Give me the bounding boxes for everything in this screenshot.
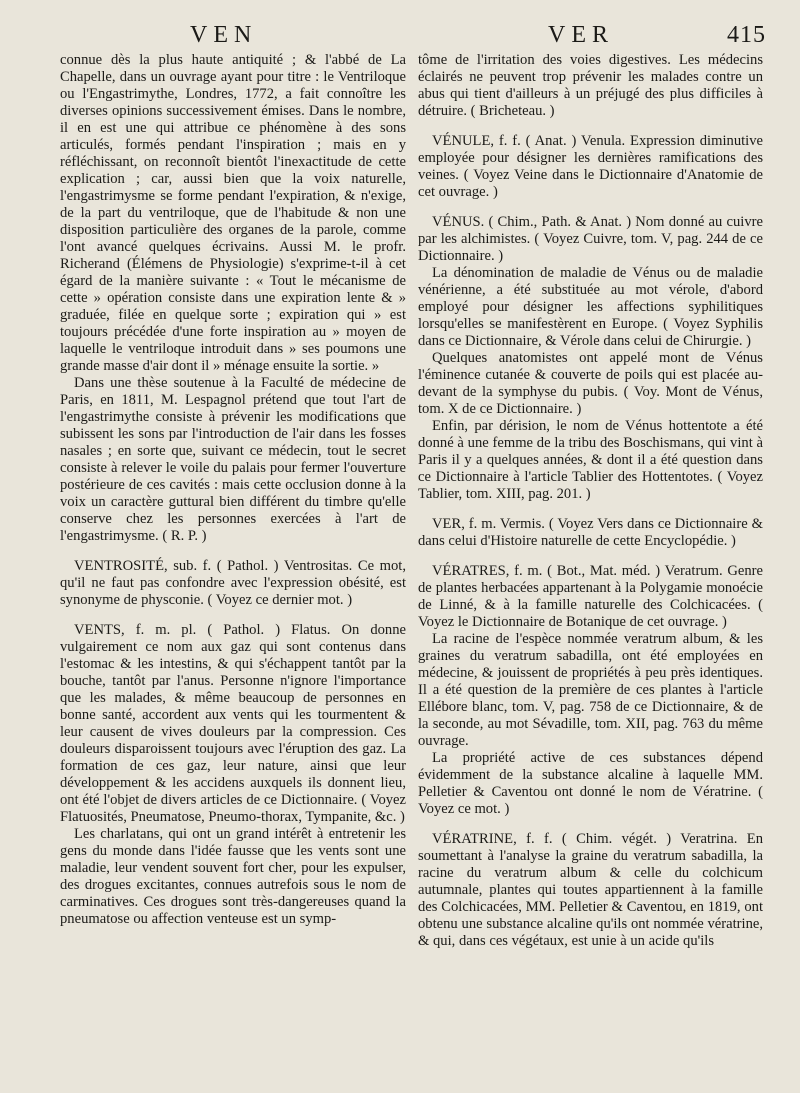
paragraph-maladie-de-venus: La dénomination de maladie de Vénus ou de maladie vénérienne, a été substituée au mot vérole, d'abord employé pour désigner les affections syphilitiques lorsqu'elles se manifestèrent en Europe. ( Voyez Syphilis dans ce Dictionnaire, & Vérole dans celui de Chirurgie. ) bbox=[418, 265, 763, 349]
header-right-word: VER bbox=[548, 22, 614, 48]
paragraph-propriete-active: La propriété active de ces substances dépend évidemment de la substance alcaline à laquelle MM. Pelletier & Caventou ont donné le nom de Vératrine. ( Voyez ce mot. ) bbox=[418, 750, 763, 817]
paragraph-vents-continued: tôme de l'irritation des voies digestives. Les médecins éclairés ne peuvent trop prévenir les malades contre un abus qui tient d'ailleurs à un préjugé des plus difficiles à détruire. ( Bricheteau. ) bbox=[418, 52, 763, 119]
entry-veratres: VÉRATRES, f. m. ( Bot., Mat. méd. ) Veratrum. Genre de plantes herbacées appartenant à la Polygamie monoécie de Linné, & à la famille naturelle des Colchicacées. ( Voyez le Dictionnaire de Botanique de cet ouvrage. ) bbox=[418, 563, 763, 630]
paragraph-mont-de-venus: Quelques anatomistes ont appelé mont de Vénus l'éminence cutanée & couverte de poils qui est placée au-devant de la symphyse du pubis. ( Voy. Mont de Vénus, tom. X de ce Dictionnaire. ) bbox=[418, 350, 763, 417]
page-number: 415 bbox=[727, 22, 766, 48]
header-left-word: VEN bbox=[190, 22, 258, 48]
paragraph-ventriloque-continued: connue dès la plus haute antiquité ; & l'abbé de La Chapelle, dans un ouvrage ayant pour titre : le Ventriloque ou l'Engastrimythe, Londres, 1772, a fait connoître les diverses opinions successivement émises. Dans le nombre, il en est une qui attribue ce phénomène à des sons articulés, formés pendant l'inspiration ; mais en y réfléchissant, on reconnoît bientôt l'inexactitude de cette explication ; car, aussi bien que la voix naturelle, l'engastrimysme se forme pendant l'expiration, & n'exige, de la part du ventriloque, que de l'habitude & non une disposition particulière des organes de la parole, comme l'ont avancé quelques écrivains. Aussi M. le profr. Richerand (Élémens de Physiologie) s'exprime-t-il à cet égard de la manière suivante : « Tout le mécanisme de cette » opération consiste dans une expiration lente & » graduée, filée en quelque sorte ; expiration qui » est toujours précédée d'une forte inspiration au » moyen de laquelle le ventriloque introduit dans » ses poumons une grande masse d'air dont il » ménage ensuite la sortie. » bbox=[60, 52, 406, 374]
running-header bbox=[0, 22, 800, 52]
entry-venule: VÉNULE, f. f. ( Anat. ) Venula. Expression diminutive employée pour désigner les dernières ramifications des veines. ( Voyez Veine dans le Dictionnaire d'Anatomie de cet ouvrage. ) bbox=[418, 133, 763, 200]
entry-venus: VÉNUS. ( Chim., Path. & Anat. ) Nom donné au cuivre par les alchimistes. ( Voyez Cuivre, tom. V, pag. 244 de ce Dictionnaire. ) bbox=[418, 214, 763, 264]
entry-veratrine: VÉRATRINE, f. f. ( Chim. végét. ) Veratrina. En soumettant à l'analyse la graine du veratrum sabadilla, la racine du veratrum album & celle du colchicum autumnale, plantes qui toutes appartiennent à la famille des Colchicacées, MM. Pelletier & Caventou, en 1819, ont obtenu une substance alcaline qu'ils ont nommée vératrine, & qui, dans ces végétaux, est unie à un acide qu'ils bbox=[418, 831, 763, 949]
paragraph-charlatans: Les charlatans, qui ont un grand intérêt à entretenir les gens du monde dans l'idée fausse que les vents sont une maladie, leur vendent souvent fort cher, pour les expulser, des drogues excitantes, connues autrefois sous le nom de carminatives. Ces drogues sont très-dangereuses quand la pneumatose ou affection venteuse est un symp- bbox=[60, 826, 406, 927]
entry-vents: VENTS, f. m. pl. ( Pathol. ) Flatus. On donne vulgairement ce nom aux gaz qui sont contenus dans l'estomac & les intestins, & qui s'échappent tantôt par la bouche, tantôt par l'anus. Personne n'ignore l'importance que les malades, & même beaucoup de personnes en bonne santé, accordent aux vents qui les tourmentent & leur causent de vives douleurs par la compression. Ces douleurs disparoissent toujours avec l'éruption des gaz. La formation de ces gaz, leur nature, ainsi que leur développement & les accidens auxquels ils donnent lieu, ont été l'objet de divers articles de ce Dictionnaire. ( Voyez Flatuosités, Pneumatose, Pneumo-thorax, Tympanite, &c. ) bbox=[60, 622, 406, 825]
entry-ventrosite: VENTROSITÉ, sub. f. ( Pathol. ) Ventrositas. Ce mot, qu'il ne faut pas confondre avec l'expression obésité, est synonyme de physconie. ( Voyez ce dernier mot. ) bbox=[60, 558, 406, 608]
right-column bbox=[418, 52, 763, 950]
paragraph-venus-hottentote: Enfin, par dérision, le nom de Vénus hottentote a été donné à une femme de la tribu des Boschismans, qui vint à Paris il y a quelques années, & dont il a été question dans ce Dictionnaire à l'article Tablier des Hottentotes. ( Voyez Tablier, tom. XIII, pag. 201. ) bbox=[418, 418, 763, 502]
entry-ver: VER, f. m. Vermis. ( Voyez Vers dans ce Dictionnaire & dans celui d'Histoire naturelle de cette Encyclopédie. ) bbox=[418, 516, 763, 549]
paragraph-lespagnol-thesis: Dans une thèse soutenue à la Faculté de médecine de Paris, en 1811, M. Lespagnol prétend que tout l'art de l'engastrimythe consiste à prévenir les modifications que subissent les sons par l'introduction de l'air dans les fosses nasales ; en sorte que, suivant ce médecin, tout le secret consiste à relever le voile du palais pour fermer l'ouverture postérieure de ces cavités : mais cette occlusion donne à la voix un caractère guttural bien différent du timbre qu'elle conserve chez les personnes exercées à l'art de l'engastrimysme. ( R. P. ) bbox=[60, 375, 406, 544]
paragraph-veratrum-album: La racine de l'espèce nommée veratrum album, & les graines du veratrum sabadilla, ont été employées en médecine, & jouissent de propriétés à peu près identiques. Il a été question de la première de ces plantes à l'article Ellébore blanc, tom. V, pag. 758 de ce Dictionnaire, & de la seconde, au mot Sévadille, tom. XII, pag. 763 du même ouvrage. bbox=[418, 631, 763, 749]
left-column bbox=[60, 52, 406, 928]
